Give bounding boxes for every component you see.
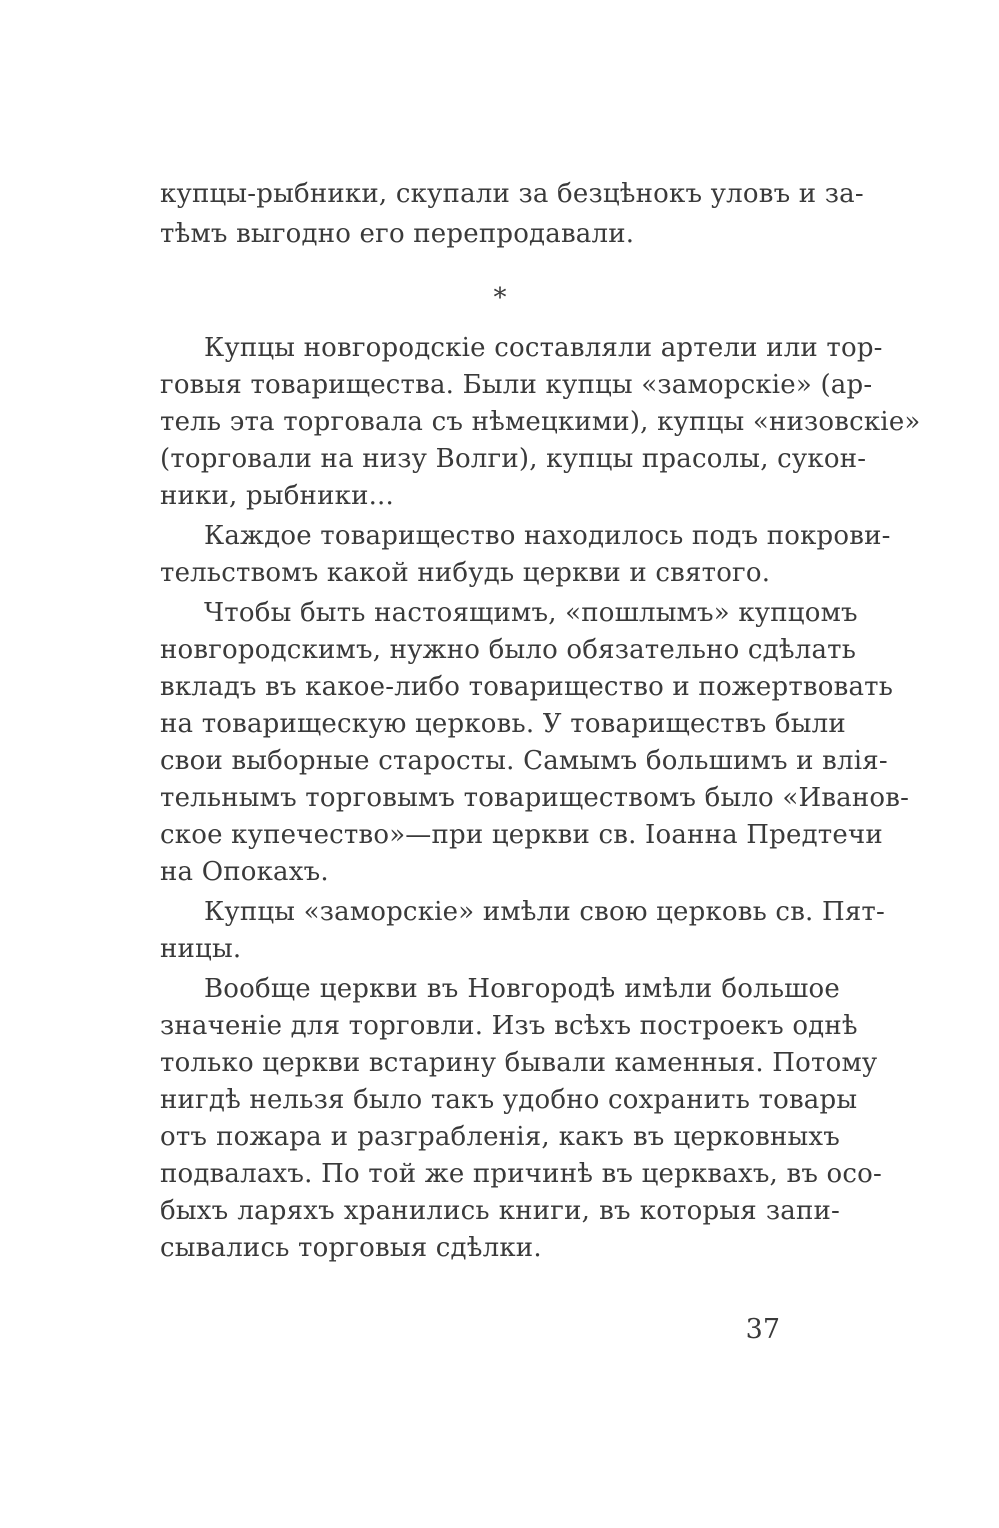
text-line: купцы-рыбники, скупали за безцѣнокъ уловъ и за-	[160, 179, 864, 209]
text-line: свои выборные старосты. Самымъ большимъ и влія-	[160, 746, 888, 776]
text-line: Купцы «заморскіе» имѣли свою церковь св. Пят-	[204, 897, 886, 927]
text-line: подвалахъ. По той же причинѣ въ церквахъ, въ осо-	[160, 1159, 882, 1189]
text-line: Вообще церкви въ Новгородѣ имѣли большое	[204, 974, 840, 1004]
text-line: только церкви встарину бывали каменныя. Потому	[160, 1048, 878, 1078]
text-line: нигдѣ нельзя было такъ удобно сохранить товары	[160, 1085, 858, 1115]
text-line: ницы.	[160, 934, 242, 964]
text-line: Чтобы быть настоящимъ, «пошлымъ» купцомъ	[204, 598, 858, 628]
text-line: Каждое товарищество находилось подъ покрови-	[204, 521, 891, 551]
text-line: на товарищескую церковь. У товариществъ были	[160, 709, 846, 739]
text-line: говыя товарищества. Были купцы «заморскіе» (ар-	[160, 370, 873, 400]
text-line: тѣмъ выгодно его перепродавали.	[160, 219, 635, 249]
text-line: значеніе для торговли. Изъ всѣхъ построекъ однѣ	[160, 1011, 858, 1041]
page-number: 37	[745, 1314, 780, 1345]
text-line: сывались торговыя сдѣлки.	[160, 1233, 542, 1263]
text-line: новгородскимъ, нужно было обязательно сдѣлать	[160, 635, 857, 665]
text-line: тельствомъ какой нибудь церкви и святого.	[160, 558, 771, 588]
text-line: Купцы новгородскіе составляли артели или тор-	[204, 333, 883, 363]
text-line: (торговали на низу Волги), купцы прасолы, сукон-	[160, 444, 867, 474]
section-separator: *	[493, 283, 507, 313]
text-line: на Опокахъ.	[160, 857, 329, 887]
text-line: тель эта торговала съ нѣмецкими), купцы «низовскіе»	[160, 407, 921, 437]
text-line: быхъ ларяхъ хранились книги, въ которыя запи-	[160, 1196, 840, 1226]
text-line: ское купечество»—при церкви св. Іоанна Предтечи	[160, 820, 883, 850]
text-line: ники, рыбники...	[160, 481, 394, 511]
text-line: вкладъ въ какое-либо товарищество и пожертвовать	[160, 672, 894, 702]
text-line: отъ пожара и разграбленія, какъ въ церковныхъ	[160, 1122, 840, 1152]
text-line: тельнымъ торговымъ товариществомъ было «Иванов-	[160, 783, 910, 813]
